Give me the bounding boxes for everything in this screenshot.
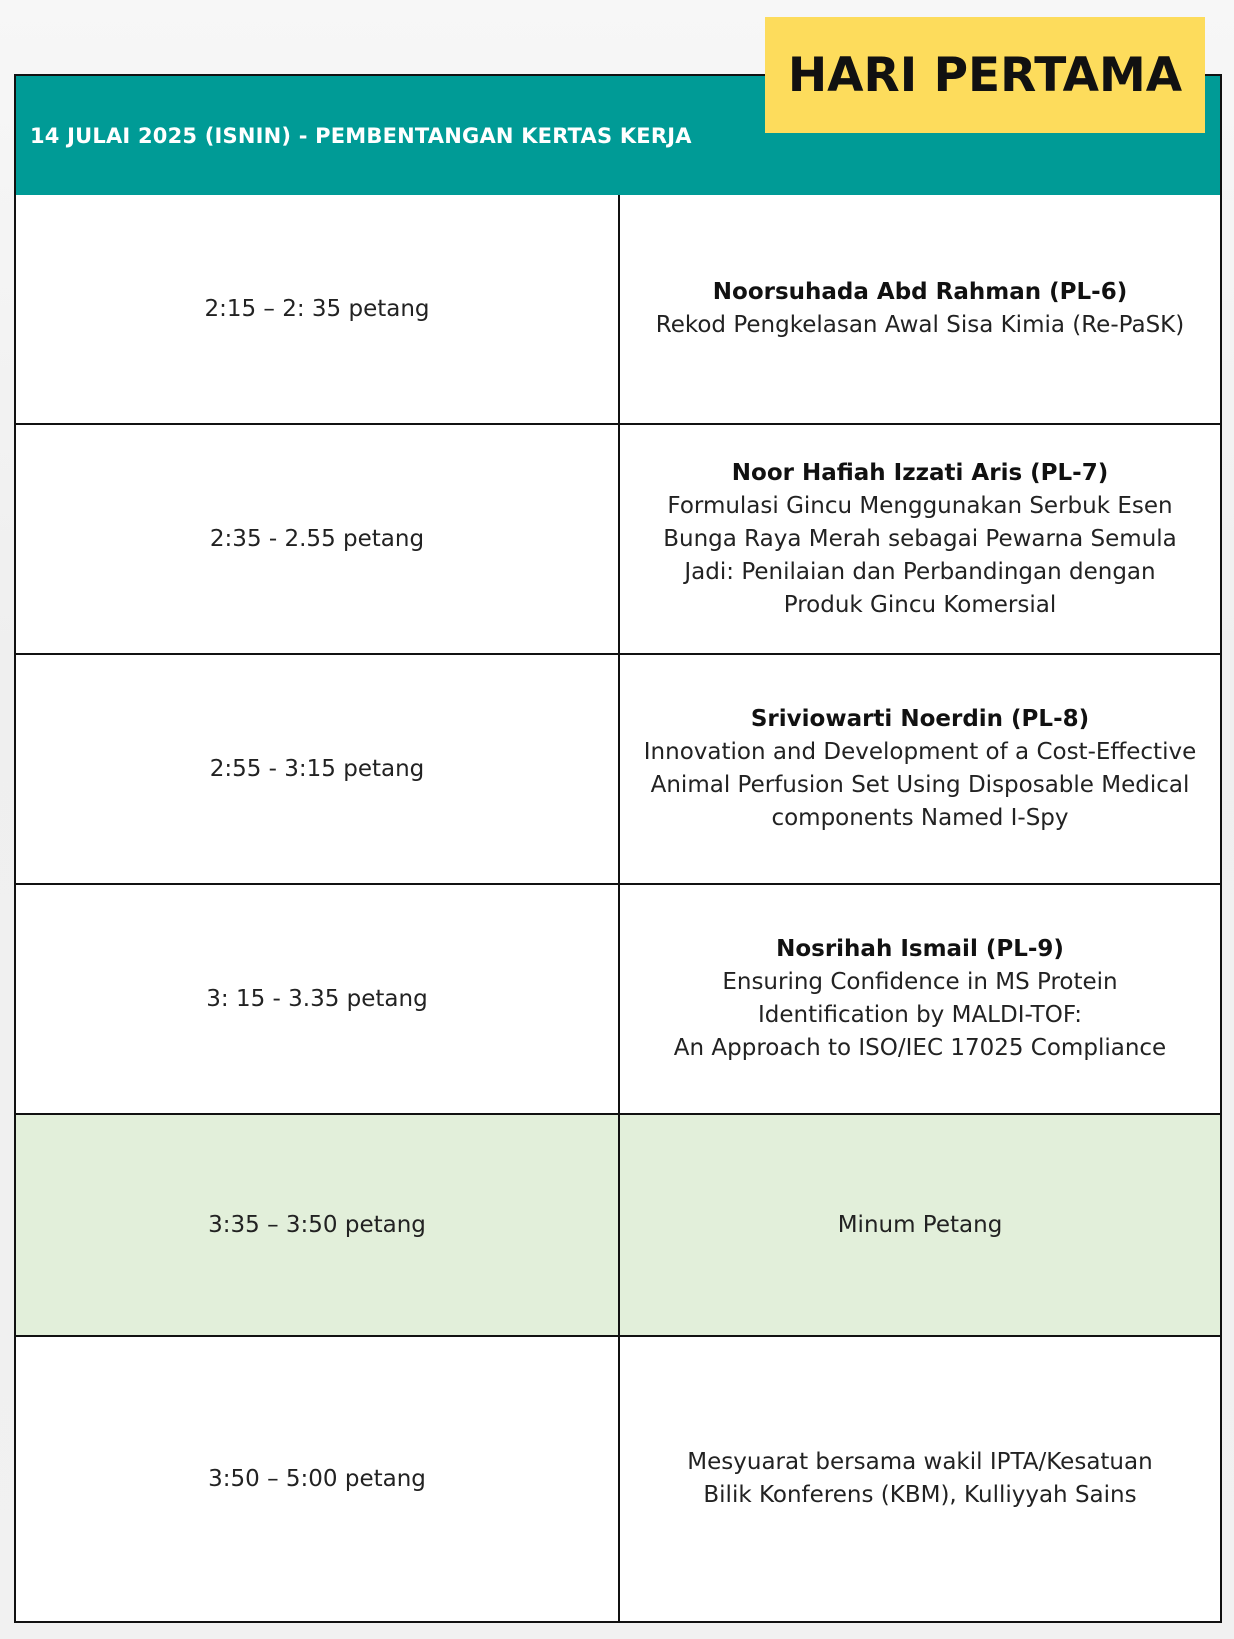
break-label: Minum Petang bbox=[837, 1211, 1003, 1238]
meeting-line: Bilik Konferens (KBM), Kulliyyah Sains bbox=[703, 1482, 1137, 1508]
paper-title-line: An Approach to ISO/IEC 17025 Compliance bbox=[673, 1035, 1167, 1061]
paper-title-line: Produk Gincu Komersial bbox=[783, 591, 1057, 618]
session-row bbox=[16, 655, 1220, 885]
session-detail bbox=[620, 1115, 1220, 1335]
session-detail bbox=[620, 1337, 1220, 1621]
paper-title-line: Jadi: Penilaian dan Perbandingan dengan bbox=[684, 558, 1156, 585]
meeting-row bbox=[16, 1337, 1220, 1621]
session-detail bbox=[620, 885, 1220, 1113]
speaker-name: Nosrihah Ismail (PL-9) bbox=[776, 936, 1064, 962]
paper-title-line: Formulasi Gincu Menggunakan Serbuk Esen bbox=[667, 492, 1173, 519]
speaker-name: Noor Hafiah Izzati Aris (PL-7) bbox=[731, 459, 1109, 486]
session-row bbox=[16, 425, 1220, 655]
paper-title-line: Identification by MALDI-TOF: bbox=[757, 1002, 1083, 1028]
session-row bbox=[16, 195, 1220, 425]
paper-title-line: Innovation and Development of a Cost-Effective bbox=[643, 739, 1197, 765]
paper-title-line: Bunga Raya Merah sebagai Pewarna Semula bbox=[663, 525, 1177, 552]
paper-title-line: Animal Perfusion Set Using Disposable Medical bbox=[650, 772, 1190, 798]
schedule-table bbox=[14, 74, 1222, 1623]
session-detail bbox=[620, 425, 1220, 653]
day-badge: HARI PERTAMA bbox=[765, 17, 1205, 133]
session-row bbox=[16, 885, 1220, 1115]
paper-title-line: Ensuring Confidence in MS Protein bbox=[722, 969, 1118, 995]
date-header-title: 14 JULAI 2025 (ISNIN) - PEMBENTANGAN KERTAS KERJA bbox=[30, 124, 692, 148]
session-time: 3:50 – 5:00 petang bbox=[16, 1337, 620, 1621]
meeting-line: Mesyuarat bersama wakil IPTA/Kesatuan bbox=[687, 1449, 1153, 1475]
speaker-name: Sriviowarti Noerdin (PL-8) bbox=[750, 706, 1090, 732]
speaker-name: Noorsuhada Abd Rahman (PL-6) bbox=[712, 279, 1128, 305]
paper-title-line: components Named I-Spy bbox=[771, 805, 1069, 831]
session-time: 3:35 – 3:50 petang bbox=[16, 1115, 620, 1335]
break-row bbox=[16, 1115, 1220, 1337]
session-detail bbox=[620, 195, 1220, 423]
session-time: 2:55 - 3:15 petang bbox=[16, 655, 620, 883]
session-time: 2:15 – 2: 35 petang bbox=[16, 195, 620, 423]
paper-title-line: Rekod Pengkelasan Awal Sisa Kimia (Re-PaSK) bbox=[655, 312, 1185, 338]
session-time: 2:35 - 2.55 petang bbox=[16, 425, 620, 653]
session-detail bbox=[620, 655, 1220, 883]
session-time: 3: 15 - 3.35 petang bbox=[16, 885, 620, 1113]
